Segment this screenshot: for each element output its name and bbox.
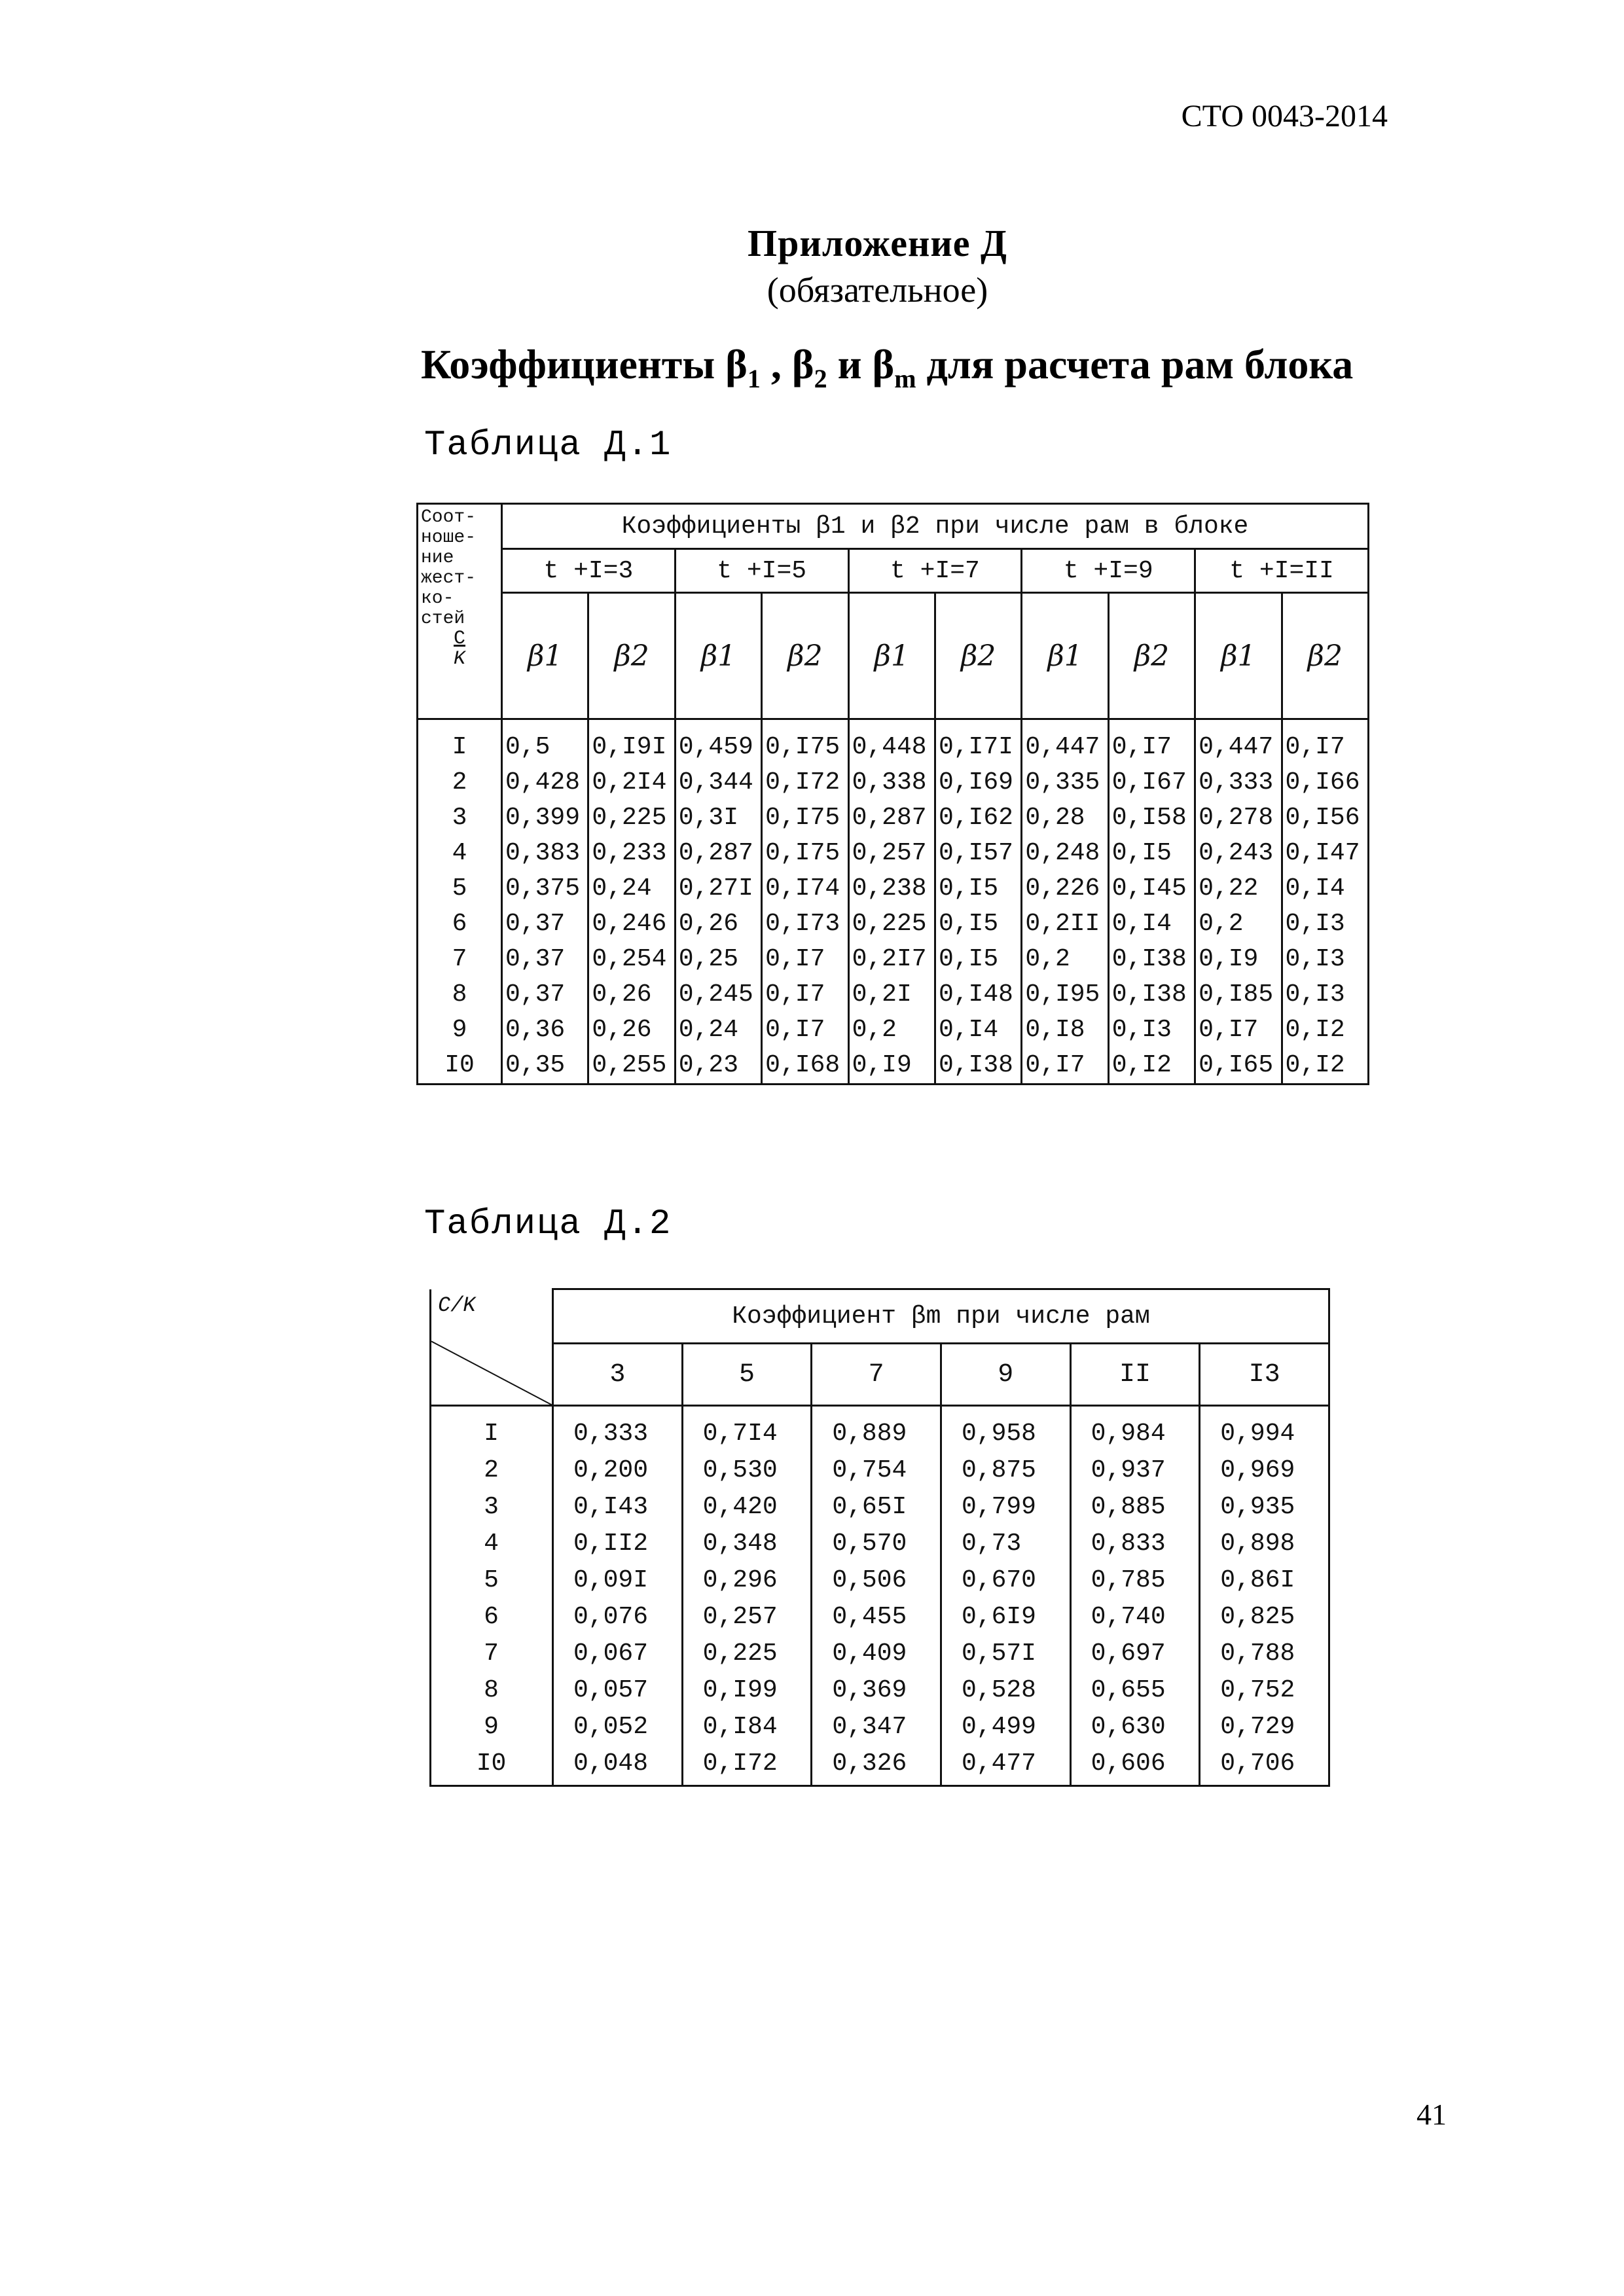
table-cell: 0,28	[1022, 800, 1108, 835]
table-cell: 0,I4	[1108, 906, 1195, 941]
table-cell: 0,I5	[935, 870, 1021, 906]
table-cell: 0,335	[1022, 764, 1108, 800]
appendix-title: Приложение Д	[748, 222, 1007, 264]
table-cell: 0,I7	[762, 977, 848, 1013]
table-row	[418, 764, 1369, 800]
table-cell: 0,22	[1195, 870, 1282, 906]
table-cell: 0,I9I	[588, 719, 675, 765]
table-cell: 0,3I	[675, 800, 761, 835]
table-cell: 0,225	[848, 906, 935, 941]
table-cell: 0,754	[812, 1452, 941, 1488]
table-cell: 0,2I4	[588, 764, 675, 800]
table-cell: 0,246	[588, 906, 675, 941]
table-cell: 0,I3	[1282, 906, 1368, 941]
table-cell: 0,455	[812, 1598, 941, 1635]
table-cell: 0,I38	[1108, 977, 1195, 1013]
beta1-header: β1	[675, 593, 761, 719]
table-cell: 0,969	[1200, 1452, 1329, 1488]
table-cell: 0,257	[682, 1598, 812, 1635]
table-cell: 0,459	[675, 719, 761, 765]
table-cell: 0,I67	[1108, 764, 1195, 800]
table-row	[418, 800, 1369, 835]
table-cell: 0,I62	[935, 800, 1021, 835]
table2	[429, 1288, 1330, 1787]
table-cell: 0,348	[682, 1525, 812, 1562]
table-cell: 0,697	[1070, 1635, 1200, 1672]
beta2-header: β2	[1282, 593, 1368, 719]
table-cell: 0,785	[1070, 1562, 1200, 1598]
table-cell: 0,233	[588, 835, 675, 870]
table1-caption: Таблица Д.1	[424, 425, 672, 465]
table-cell: 0,399	[502, 800, 588, 835]
table-cell: 0,2	[1022, 942, 1108, 977]
table-cell: 0,052	[553, 1708, 683, 1745]
frame-count-header: 3	[553, 1344, 683, 1406]
frame-count-header: I3	[1200, 1344, 1329, 1406]
table-cell: 0,I66	[1282, 764, 1368, 800]
table-cell: 0,I99	[682, 1672, 812, 1708]
table-cell: 0,740	[1070, 1598, 1200, 1635]
row-label: 6	[431, 1598, 553, 1635]
side-header-line: стей	[421, 609, 465, 629]
corner-cell	[431, 1289, 553, 1406]
table-cell: 0,37	[502, 977, 588, 1013]
side-header-line: ко-	[421, 588, 454, 609]
row-label: 5	[418, 870, 502, 906]
table-cell: 0,37	[502, 942, 588, 977]
row-label: I0	[431, 1745, 553, 1786]
row-label: 4	[431, 1525, 553, 1562]
row-label: I0	[418, 1048, 502, 1085]
table-cell: 0,I73	[762, 906, 848, 941]
table-row	[418, 1048, 1369, 1085]
table-cell: 0,I3	[1108, 1013, 1195, 1048]
row-label: 7	[418, 942, 502, 977]
table-cell: 0,7I4	[682, 1406, 812, 1452]
table-cell: 0,448	[848, 719, 935, 765]
table-cell: 0,752	[1200, 1672, 1329, 1708]
table-cell: 0,499	[941, 1708, 1070, 1745]
table-cell: 0,885	[1070, 1488, 1200, 1525]
frame-count-header: 9	[941, 1344, 1070, 1406]
table-cell: 0,II2	[553, 1525, 683, 1562]
table-cell: 0,383	[502, 835, 588, 870]
row-label: 2	[431, 1452, 553, 1488]
appendix-subtitle: (обязательное)	[767, 270, 988, 310]
table-cell: 0,788	[1200, 1635, 1329, 1672]
table-cell: 0,26	[675, 906, 761, 941]
table-cell: 0,I84	[682, 1708, 812, 1745]
table-cell: 0,I45	[1108, 870, 1195, 906]
table-cell: 0,65I	[812, 1488, 941, 1525]
table-cell: 0,278	[1195, 800, 1282, 835]
table-cell: 0,369	[812, 1672, 941, 1708]
table-row	[431, 1635, 1329, 1672]
frame-count-header: 7	[812, 1344, 941, 1406]
table-cell: 0,200	[553, 1452, 683, 1488]
table-cell: 0,24	[675, 1013, 761, 1048]
table-cell: 0,257	[848, 835, 935, 870]
table-cell: 0,375	[502, 870, 588, 906]
table-cell: 0,73	[941, 1525, 1070, 1562]
beta2-header: β2	[1108, 593, 1195, 719]
table-cell: 0,245	[675, 977, 761, 1013]
table-row	[431, 1452, 1329, 1488]
table-cell: 0,825	[1200, 1598, 1329, 1635]
table-cell: 0,86I	[1200, 1562, 1329, 1598]
table-cell: 0,I57	[935, 835, 1021, 870]
table-cell: 0,I3	[1282, 977, 1368, 1013]
table-row	[418, 1013, 1369, 1048]
beta2-header: β2	[588, 593, 675, 719]
table-cell: 0,875	[941, 1452, 1070, 1488]
table-row	[431, 1708, 1329, 1745]
frame-count-header: 5	[682, 1344, 812, 1406]
table-row	[418, 906, 1369, 941]
frame-count-header: t +I=5	[675, 549, 848, 593]
table-cell: 0,477	[941, 1745, 1070, 1786]
table-cell: 0,I65	[1195, 1048, 1282, 1085]
table-cell: 0,984	[1070, 1406, 1200, 1452]
table-cell: 0,I4	[1282, 870, 1368, 906]
table-cell: 0,570	[812, 1525, 941, 1562]
table-cell: 0,I8	[1022, 1013, 1108, 1048]
table-cell: 0,326	[812, 1745, 941, 1786]
table-row	[431, 1562, 1329, 1598]
table-cell: 0,2I7	[848, 942, 935, 977]
table-row	[418, 942, 1369, 977]
table-cell: 0,26	[588, 1013, 675, 1048]
diagonal-divider	[431, 1289, 552, 1405]
row-label: 8	[418, 977, 502, 1013]
table-cell: 0,254	[588, 942, 675, 977]
table-cell: 0,347	[812, 1708, 941, 1745]
table-row	[431, 1488, 1329, 1525]
beta1-header: β1	[1195, 593, 1282, 719]
table-cell: 0,670	[941, 1562, 1070, 1598]
table-cell: 0,296	[682, 1562, 812, 1598]
table-cell: 0,I48	[935, 977, 1021, 1013]
table-cell: 0,I7	[1195, 1013, 1282, 1048]
row-label: I	[418, 719, 502, 765]
table-cell: 0,I7	[1108, 719, 1195, 765]
table-cell: 0,I3	[1282, 942, 1368, 977]
table-cell: 0,287	[675, 835, 761, 870]
table-cell: 0,447	[1022, 719, 1108, 765]
table-cell: 0,344	[675, 764, 761, 800]
row-label: 7	[431, 1635, 553, 1672]
row-label: 9	[418, 1013, 502, 1048]
table-cell: 0,I69	[935, 764, 1021, 800]
table-cell: 0,I75	[762, 800, 848, 835]
table-cell: 0,I7	[1022, 1048, 1108, 1085]
stiffness-ratio-header	[418, 504, 502, 719]
table-cell: 0,I56	[1282, 800, 1368, 835]
table-cell: 0,57I	[941, 1635, 1070, 1672]
table-cell: 0,35	[502, 1048, 588, 1085]
table-cell: 0,I47	[1282, 835, 1368, 870]
table-cell: 0,I72	[682, 1745, 812, 1786]
table-cell: 0,I72	[762, 764, 848, 800]
table-cell: 0,36	[502, 1013, 588, 1048]
row-label: 9	[431, 1708, 553, 1745]
table-cell: 0,729	[1200, 1708, 1329, 1745]
table-cell: 0,I95	[1022, 977, 1108, 1013]
table-cell: 0,706	[1200, 1745, 1329, 1786]
table-cell: 0,2	[1195, 906, 1282, 941]
row-label: 3	[418, 800, 502, 835]
table-cell: 0,23	[675, 1048, 761, 1085]
document-code: СТО 0043-2014	[1181, 99, 1388, 134]
table-cell: 0,I4	[935, 1013, 1021, 1048]
table-cell: 0,935	[1200, 1488, 1329, 1525]
frame-count-header: t +I=II	[1195, 549, 1369, 593]
table-row	[418, 870, 1369, 906]
table-cell: 0,076	[553, 1598, 683, 1635]
table-cell: 0,630	[1070, 1708, 1200, 1745]
section-title: Коэффициенты $\beta_1$ , $\beta_2$ и $\beta_m$ для расчета рам блока	[421, 341, 1354, 393]
table-cell: 0,238	[848, 870, 935, 906]
table-row	[418, 977, 1369, 1013]
table-cell: 0,I38	[935, 1048, 1021, 1085]
table-cell: 0,958	[941, 1406, 1070, 1452]
table-cell: 0,655	[1070, 1672, 1200, 1708]
frame-count-header: II	[1070, 1344, 1200, 1406]
table-cell: 0,898	[1200, 1525, 1329, 1562]
row-label: 2	[418, 764, 502, 800]
table-cell: 0,528	[941, 1672, 1070, 1708]
table-cell: 0,994	[1200, 1406, 1329, 1452]
table-cell: 0,26	[588, 977, 675, 1013]
page-number: 41	[1416, 2098, 1447, 2131]
side-header-line: жест-	[421, 568, 477, 588]
table-cell: 0,937	[1070, 1452, 1200, 1488]
table-cell: 0,I58	[1108, 800, 1195, 835]
table-cell: 0,333	[553, 1406, 683, 1452]
table-cell: 0,248	[1022, 835, 1108, 870]
row-label: 5	[431, 1562, 553, 1598]
row-label: I	[431, 1406, 553, 1452]
table-row	[431, 1406, 1329, 1452]
beta2-header: β2	[762, 593, 848, 719]
table-cell: 0,067	[553, 1635, 683, 1672]
table-cell: 0,799	[941, 1488, 1070, 1525]
table-cell: 0,226	[1022, 870, 1108, 906]
frame-count-header: t +I=9	[1022, 549, 1195, 593]
beta1-header: β1	[848, 593, 935, 719]
table-cell: 0,I9	[848, 1048, 935, 1085]
table-cell: 0,I7	[762, 1013, 848, 1048]
table-cell: 0,048	[553, 1745, 683, 1786]
table-cell: 0,225	[588, 800, 675, 835]
table-cell: 0,225	[682, 1635, 812, 1672]
table-cell: 0,I75	[762, 719, 848, 765]
table-cell: 0,889	[812, 1406, 941, 1452]
table-cell: 0,I2	[1282, 1048, 1368, 1085]
table-row	[431, 1672, 1329, 1708]
table-cell: 0,I9	[1195, 942, 1282, 977]
table-cell: 0,I7I	[935, 719, 1021, 765]
frame-count-header: t +I=7	[848, 549, 1022, 593]
table-cell: 0,2	[848, 1013, 935, 1048]
table2-top-header: Коэффициент βm при числе рам	[553, 1289, 1329, 1344]
table-cell: 0,25	[675, 942, 761, 977]
beta1-header: β1	[502, 593, 588, 719]
row-label: 3	[431, 1488, 553, 1525]
table-row	[431, 1525, 1329, 1562]
table1-top-header: Коэффициенты β1 и β2 при числе рам в блоке	[502, 504, 1369, 549]
table-cell: 0,243	[1195, 835, 1282, 870]
table-cell: 0,I2	[1108, 1048, 1195, 1085]
table-cell: 0,2II	[1022, 906, 1108, 941]
table-cell: 0,I85	[1195, 977, 1282, 1013]
table-cell: 0,333	[1195, 764, 1282, 800]
table-cell: 0,I43	[553, 1488, 683, 1525]
corner-label: C/K	[438, 1293, 476, 1318]
frame-count-header: t +I=3	[502, 549, 676, 593]
table-cell: 0,255	[588, 1048, 675, 1085]
table-cell: 0,I68	[762, 1048, 848, 1085]
table-cell: 0,6I9	[941, 1598, 1070, 1635]
table-row	[431, 1745, 1329, 1786]
table-cell: 0,287	[848, 800, 935, 835]
table-cell: 0,27I	[675, 870, 761, 906]
table-cell: 0,I7	[762, 942, 848, 977]
table2-caption: Таблица Д.2	[424, 1204, 672, 1244]
table-cell: 0,447	[1195, 719, 1282, 765]
row-label: 8	[431, 1672, 553, 1708]
row-label: 4	[418, 835, 502, 870]
table-cell: 0,24	[588, 870, 675, 906]
table-cell: 0,I75	[762, 835, 848, 870]
table-cell: 0,428	[502, 764, 588, 800]
table-cell: 0,37	[502, 906, 588, 941]
table-cell: 0,057	[553, 1672, 683, 1708]
table-cell: 0,409	[812, 1635, 941, 1672]
table1	[416, 503, 1369, 1085]
table-cell: 0,2I	[848, 977, 935, 1013]
table-cell: 0,420	[682, 1488, 812, 1525]
table-row	[418, 835, 1369, 870]
table-row	[418, 719, 1369, 765]
table-cell: 0,530	[682, 1452, 812, 1488]
side-header-line: ноше-	[421, 528, 477, 548]
beta1-header: β1	[1022, 593, 1108, 719]
table-cell: 0,I38	[1108, 942, 1195, 977]
table-cell: 0,I5	[935, 906, 1021, 941]
table-cell: 0,I5	[935, 942, 1021, 977]
table-row	[431, 1598, 1329, 1635]
ratio-fraction: C K	[453, 628, 465, 670]
table-cell: 0,506	[812, 1562, 941, 1598]
table-cell: 0,5	[502, 719, 588, 765]
side-header-line: ние	[421, 548, 454, 568]
table-cell: 0,09I	[553, 1562, 683, 1598]
beta2-header: β2	[935, 593, 1021, 719]
table-cell: 0,338	[848, 764, 935, 800]
table-cell: 0,I2	[1282, 1013, 1368, 1048]
table-cell: 0,I5	[1108, 835, 1195, 870]
table-cell: 0,606	[1070, 1745, 1200, 1786]
table-cell: 0,833	[1070, 1525, 1200, 1562]
row-label: 6	[418, 906, 502, 941]
table-cell: 0,I7	[1282, 719, 1368, 765]
table-cell: 0,I74	[762, 870, 848, 906]
side-header-line: Соот-	[421, 507, 477, 528]
